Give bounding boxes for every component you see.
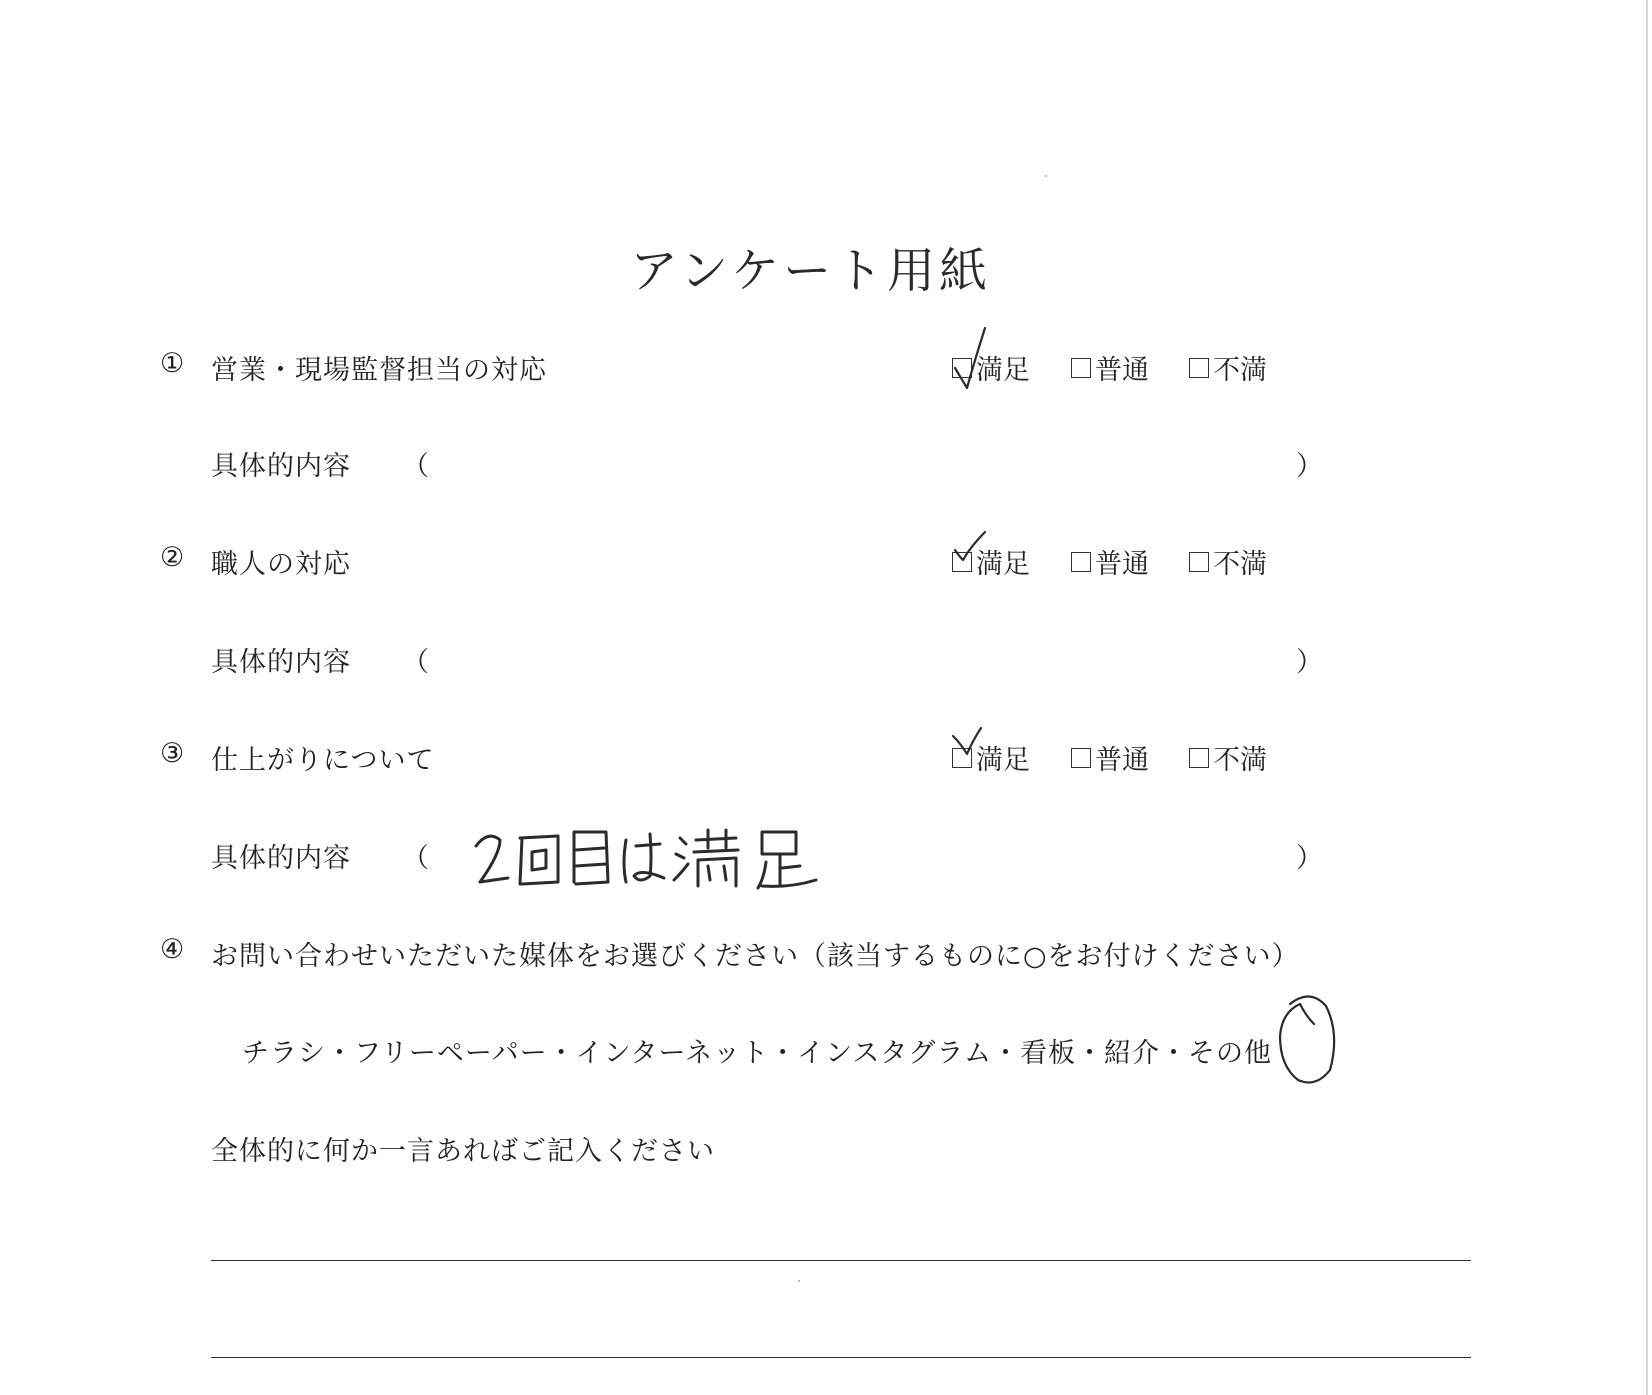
detail-label: 具体的内容 — [211, 647, 351, 678]
option-label: 不満 — [1213, 745, 1267, 776]
handwritten-answer[interactable] — [470, 820, 860, 900]
detail-label: 具体的内容 — [211, 843, 351, 874]
question-label: 職人の対応 — [211, 549, 351, 580]
option-normal[interactable] — [1071, 348, 1149, 387]
comment-label: 全体的に何か一言あればご記入ください — [211, 1136, 715, 1167]
scan-speck — [798, 1280, 800, 1282]
checkbox-normal[interactable] — [1071, 358, 1091, 378]
checkbox-normal[interactable] — [1071, 748, 1091, 768]
scan-speck — [1045, 175, 1047, 177]
question-number: ② — [160, 542, 185, 573]
option-label: 普通 — [1095, 549, 1149, 580]
option-label: 満足 — [976, 549, 1030, 580]
checkbox-dissatisfied[interactable] — [1189, 552, 1209, 572]
checkmark-icon — [945, 528, 1005, 568]
option-label: 普通 — [1095, 355, 1149, 386]
option-normal[interactable] — [1071, 738, 1149, 777]
question-label: 営業・現場監督担当の対応 — [211, 355, 547, 386]
checkbox-normal[interactable] — [1071, 552, 1091, 572]
option-normal[interactable] — [1071, 542, 1149, 581]
option-label: 不満 — [1213, 355, 1267, 386]
page-title: アンケート用紙 — [630, 243, 992, 299]
comment-line[interactable] — [211, 1260, 1471, 1261]
checkbox-dissatisfied[interactable] — [1189, 748, 1209, 768]
option-dissatisfied[interactable] — [1189, 348, 1267, 387]
media-options[interactable]: チラシ・フリーペーパー・インターネット・インスタグラム・看板・紹介・その他 — [242, 1038, 1273, 1069]
close-paren: ） — [1296, 843, 1323, 874]
question-number: ③ — [160, 738, 185, 769]
detail-label: 具体的内容 — [211, 451, 351, 482]
checkmark-icon — [945, 724, 1005, 764]
scan-edge — [1646, 0, 1648, 1395]
open-paren: （ — [402, 451, 429, 482]
option-dissatisfied[interactable] — [1189, 738, 1267, 777]
option-label: 満足 — [976, 745, 1030, 776]
option-label: 普通 — [1095, 745, 1149, 776]
close-paren: ） — [1296, 451, 1323, 482]
checkbox-dissatisfied[interactable] — [1189, 358, 1209, 378]
open-paren: （ — [402, 843, 429, 874]
comment-line[interactable] — [211, 1357, 1471, 1358]
checkmark-icon — [945, 320, 1005, 392]
open-paren: （ — [402, 647, 429, 678]
question-number: ④ — [160, 934, 185, 965]
question-number: ① — [160, 348, 185, 379]
option-label: 不満 — [1213, 549, 1267, 580]
question-label: お問い合わせいただいた媒体をお選びください（該当するものに○をお付けください） — [211, 941, 1300, 972]
close-paren: ） — [1296, 647, 1323, 678]
question-label: 仕上がりについて — [211, 745, 435, 776]
option-label: 満足 — [976, 355, 1030, 386]
circle-mark-icon — [1270, 990, 1346, 1092]
option-dissatisfied[interactable] — [1189, 542, 1267, 581]
